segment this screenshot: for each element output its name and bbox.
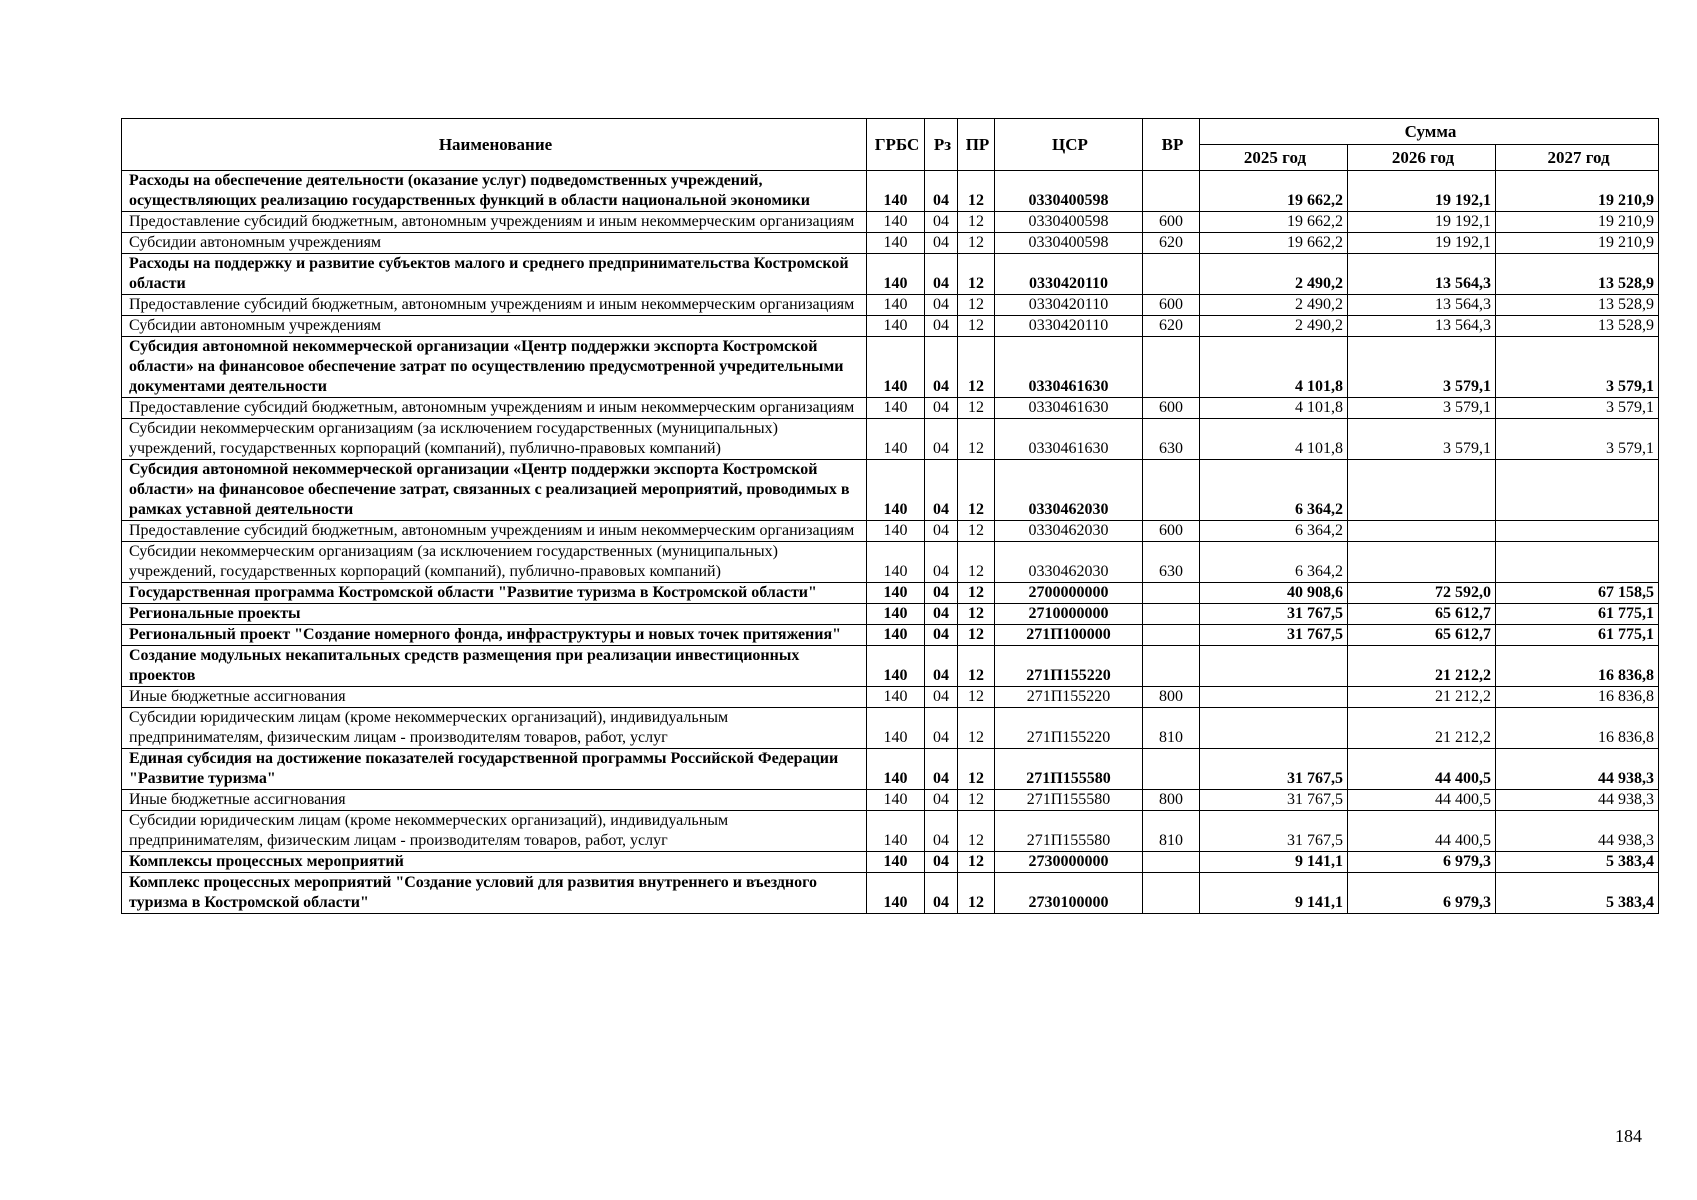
cell-rz: 04 (925, 873, 958, 914)
cell-sum-2027: 16 836,8 (1496, 687, 1659, 708)
cell-grbs: 140 (867, 295, 925, 316)
cell-csr: 0330461630 (995, 419, 1143, 460)
cell-rz: 04 (925, 852, 958, 873)
cell-vr (1143, 625, 1200, 646)
cell-pr: 12 (958, 625, 995, 646)
cell-csr: 0330400598 (995, 212, 1143, 233)
cell-grbs: 140 (867, 542, 925, 583)
header-grbs: ГРБС (867, 119, 925, 171)
cell-pr: 12 (958, 398, 995, 419)
cell-name: Предоставление субсидий бюджетным, автономным учреждениям и иным некоммерческим организациям (122, 295, 867, 316)
cell-sum-2025: 2 490,2 (1200, 254, 1348, 295)
cell-rz: 04 (925, 398, 958, 419)
cell-grbs: 140 (867, 398, 925, 419)
cell-name: Создание модульных некапитальных средств размещения при реализации инвестиционных проектов (122, 646, 867, 687)
cell-vr: 810 (1143, 708, 1200, 749)
cell-grbs: 140 (867, 873, 925, 914)
budget-table (121, 118, 1659, 914)
cell-grbs: 140 (867, 521, 925, 542)
cell-vr: 810 (1143, 811, 1200, 852)
cell-sum-2025 (1200, 646, 1348, 687)
cell-vr (1143, 460, 1200, 521)
cell-sum-2026: 3 579,1 (1348, 337, 1496, 398)
cell-grbs: 140 (867, 171, 925, 212)
table-row (122, 316, 1659, 337)
cell-sum-2027: 5 383,4 (1496, 852, 1659, 873)
cell-csr: 271П100000 (995, 625, 1143, 646)
cell-name: Предоставление субсидий бюджетным, автономным учреждениям и иным некоммерческим организациям (122, 212, 867, 233)
table-row (122, 398, 1659, 419)
table-row (122, 708, 1659, 749)
cell-sum-2025: 4 101,8 (1200, 398, 1348, 419)
cell-sum-2027: 44 938,3 (1496, 749, 1659, 790)
cell-grbs: 140 (867, 790, 925, 811)
cell-sum-2026: 19 192,1 (1348, 212, 1496, 233)
cell-rz: 04 (925, 254, 958, 295)
cell-vr (1143, 852, 1200, 873)
cell-csr: 0330400598 (995, 171, 1143, 212)
cell-rz: 04 (925, 337, 958, 398)
cell-rz: 04 (925, 604, 958, 625)
cell-grbs: 140 (867, 708, 925, 749)
cell-rz: 04 (925, 316, 958, 337)
cell-sum-2025: 2 490,2 (1200, 295, 1348, 316)
cell-sum-2025: 6 364,2 (1200, 542, 1348, 583)
page-number: 184 (1615, 1126, 1642, 1146)
cell-pr: 12 (958, 233, 995, 254)
cell-sum-2027 (1496, 542, 1659, 583)
cell-vr: 800 (1143, 687, 1200, 708)
cell-sum-2027: 13 528,9 (1496, 254, 1659, 295)
cell-sum-2026: 65 612,7 (1348, 604, 1496, 625)
cell-csr: 271П155580 (995, 811, 1143, 852)
cell-pr: 12 (958, 254, 995, 295)
cell-grbs: 140 (867, 460, 925, 521)
cell-sum-2025: 40 908,6 (1200, 583, 1348, 604)
table-row (122, 460, 1659, 521)
cell-sum-2025: 31 767,5 (1200, 604, 1348, 625)
cell-sum-2026: 13 564,3 (1348, 316, 1496, 337)
cell-vr: 620 (1143, 316, 1200, 337)
cell-pr: 12 (958, 790, 995, 811)
cell-csr: 271П155580 (995, 790, 1143, 811)
cell-grbs: 140 (867, 646, 925, 687)
cell-sum-2026: 21 212,2 (1348, 708, 1496, 749)
cell-csr: 2730100000 (995, 873, 1143, 914)
cell-grbs: 140 (867, 233, 925, 254)
header-year-2027: 2027 год (1496, 145, 1659, 171)
cell-grbs: 140 (867, 749, 925, 790)
cell-pr: 12 (958, 212, 995, 233)
cell-csr: 0330462030 (995, 460, 1143, 521)
header-year-2026: 2026 год (1348, 145, 1496, 171)
cell-name: Предоставление субсидий бюджетным, автономным учреждениям и иным некоммерческим организациям (122, 521, 867, 542)
cell-rz: 04 (925, 687, 958, 708)
cell-name: Предоставление субсидий бюджетным, автономным учреждениям и иным некоммерческим организациям (122, 398, 867, 419)
cell-sum-2027: 19 210,9 (1496, 171, 1659, 212)
table-row (122, 646, 1659, 687)
cell-pr: 12 (958, 852, 995, 873)
cell-vr: 600 (1143, 212, 1200, 233)
cell-sum-2027: 13 528,9 (1496, 295, 1659, 316)
cell-sum-2025: 19 662,2 (1200, 212, 1348, 233)
cell-rz: 04 (925, 749, 958, 790)
table-row (122, 873, 1659, 914)
table-row (122, 337, 1659, 398)
cell-sum-2026: 21 212,2 (1348, 687, 1496, 708)
cell-sum-2026: 13 564,3 (1348, 295, 1496, 316)
cell-rz: 04 (925, 811, 958, 852)
cell-name: Иные бюджетные ассигнования (122, 790, 867, 811)
cell-sum-2025: 31 767,5 (1200, 811, 1348, 852)
cell-name: Субсидии юридическим лицам (кроме некоммерческих организаций), индивидуальным предпринимателям, физическим лицам - производителям товаров, работ, услуг (122, 811, 867, 852)
cell-vr (1143, 604, 1200, 625)
cell-csr: 0330420110 (995, 316, 1143, 337)
cell-vr: 630 (1143, 419, 1200, 460)
cell-csr: 0330461630 (995, 337, 1143, 398)
cell-pr: 12 (958, 419, 995, 460)
table-row (122, 212, 1659, 233)
cell-sum-2027: 61 775,1 (1496, 625, 1659, 646)
cell-sum-2025: 4 101,8 (1200, 419, 1348, 460)
cell-sum-2027: 3 579,1 (1496, 419, 1659, 460)
cell-name: Расходы на обеспечение деятельности (оказание услуг) подведомственных учреждений, осуществляющих реализацию государственных функций в области национальной экономики (122, 171, 867, 212)
cell-sum-2026: 65 612,7 (1348, 625, 1496, 646)
cell-sum-2027: 44 938,3 (1496, 790, 1659, 811)
header-csr: ЦСР (995, 119, 1143, 171)
cell-vr: 600 (1143, 521, 1200, 542)
cell-vr: 600 (1143, 398, 1200, 419)
cell-rz: 04 (925, 790, 958, 811)
cell-sum-2027: 61 775,1 (1496, 604, 1659, 625)
cell-sum-2025: 19 662,2 (1200, 233, 1348, 254)
cell-grbs: 140 (867, 852, 925, 873)
cell-csr: 2710000000 (995, 604, 1143, 625)
cell-sum-2027: 5 383,4 (1496, 873, 1659, 914)
cell-sum-2025: 31 767,5 (1200, 790, 1348, 811)
table-row (122, 233, 1659, 254)
cell-vr: 600 (1143, 295, 1200, 316)
cell-name: Расходы на поддержку и развитие субъектов малого и среднего предпринимательства Костромской области (122, 254, 867, 295)
cell-csr: 2700000000 (995, 583, 1143, 604)
cell-sum-2027: 16 836,8 (1496, 646, 1659, 687)
cell-pr: 12 (958, 316, 995, 337)
cell-grbs: 140 (867, 687, 925, 708)
table-row (122, 687, 1659, 708)
cell-rz: 04 (925, 521, 958, 542)
cell-rz: 04 (925, 646, 958, 687)
cell-sum-2026: 6 979,3 (1348, 852, 1496, 873)
cell-vr (1143, 337, 1200, 398)
cell-sum-2026: 21 212,2 (1348, 646, 1496, 687)
cell-csr: 0330420110 (995, 254, 1143, 295)
cell-grbs: 140 (867, 212, 925, 233)
cell-name: Иные бюджетные ассигнования (122, 687, 867, 708)
cell-csr: 271П155220 (995, 687, 1143, 708)
cell-name: Комплекс процессных мероприятий "Создание условий для развития внутреннего и въездного туризма в Костромской области" (122, 873, 867, 914)
cell-pr: 12 (958, 583, 995, 604)
header-name: Наименование (122, 119, 867, 171)
cell-csr: 2730000000 (995, 852, 1143, 873)
cell-vr: 800 (1143, 790, 1200, 811)
cell-vr (1143, 583, 1200, 604)
cell-sum-2027: 19 210,9 (1496, 233, 1659, 254)
cell-pr: 12 (958, 460, 995, 521)
cell-rz: 04 (925, 212, 958, 233)
cell-sum-2026: 72 592,0 (1348, 583, 1496, 604)
cell-pr: 12 (958, 171, 995, 212)
cell-vr (1143, 254, 1200, 295)
cell-pr: 12 (958, 337, 995, 398)
cell-sum-2026: 44 400,5 (1348, 790, 1496, 811)
cell-grbs: 140 (867, 419, 925, 460)
cell-grbs: 140 (867, 604, 925, 625)
cell-rz: 04 (925, 542, 958, 583)
cell-name: Государственная программа Костромской области "Развитие туризма в Костромской области" (122, 583, 867, 604)
cell-sum-2027: 16 836,8 (1496, 708, 1659, 749)
cell-name: Субсидия автономной некоммерческой организации «Центр поддержки экспорта Костромской области» на финансовое обеспечение затрат, связанных с реализацией мероприятий, проводимых в рамках уставной деятельности (122, 460, 867, 521)
table-row (122, 521, 1659, 542)
cell-csr: 0330462030 (995, 521, 1143, 542)
cell-sum-2025: 31 767,5 (1200, 749, 1348, 790)
cell-sum-2025 (1200, 708, 1348, 749)
cell-pr: 12 (958, 811, 995, 852)
table-row (122, 749, 1659, 790)
cell-sum-2025: 6 364,2 (1200, 521, 1348, 542)
table-row (122, 419, 1659, 460)
table-body (122, 171, 1659, 914)
cell-vr: 620 (1143, 233, 1200, 254)
cell-rz: 04 (925, 708, 958, 749)
cell-sum-2026: 3 579,1 (1348, 419, 1496, 460)
table-row (122, 811, 1659, 852)
cell-sum-2027 (1496, 460, 1659, 521)
header-sum: Сумма (1200, 119, 1659, 145)
cell-name: Субсидии юридическим лицам (кроме некоммерческих организаций), индивидуальным предпринимателям, физическим лицам - производителям товаров, работ, услуг (122, 708, 867, 749)
cell-sum-2026: 19 192,1 (1348, 171, 1496, 212)
cell-name: Субсидии автономным учреждениям (122, 233, 867, 254)
cell-pr: 12 (958, 687, 995, 708)
cell-csr: 0330420110 (995, 295, 1143, 316)
cell-rz: 04 (925, 419, 958, 460)
budget-table-wrapper (121, 118, 1658, 914)
cell-name: Субсидии автономным учреждениям (122, 316, 867, 337)
cell-grbs: 140 (867, 254, 925, 295)
cell-name: Субсидия автономной некоммерческой организации «Центр поддержки экспорта Костромской области» на финансовое обеспечение затрат по осуществлению предусмотренной учредительными документами деятельности (122, 337, 867, 398)
cell-rz: 04 (925, 583, 958, 604)
cell-name: Комплексы процессных мероприятий (122, 852, 867, 873)
cell-csr: 271П155220 (995, 708, 1143, 749)
cell-name: Региональные проекты (122, 604, 867, 625)
cell-csr: 0330400598 (995, 233, 1143, 254)
cell-sum-2026 (1348, 460, 1496, 521)
table-row (122, 625, 1659, 646)
cell-pr: 12 (958, 542, 995, 583)
cell-pr: 12 (958, 521, 995, 542)
cell-name: Субсидии некоммерческим организациям (за исключением государственных (муниципальных) учреждений, государственных корпораций (компаний), публично-правовых компаний) (122, 419, 867, 460)
cell-rz: 04 (925, 295, 958, 316)
cell-pr: 12 (958, 873, 995, 914)
cell-sum-2027: 3 579,1 (1496, 398, 1659, 419)
cell-pr: 12 (958, 749, 995, 790)
cell-grbs: 140 (867, 625, 925, 646)
cell-name: Региональный проект "Создание номерного фонда, инфраструктуры и новых точек притяжения" (122, 625, 867, 646)
cell-pr: 12 (958, 708, 995, 749)
cell-sum-2025: 2 490,2 (1200, 316, 1348, 337)
table-row (122, 171, 1659, 212)
cell-grbs: 140 (867, 811, 925, 852)
cell-vr: 630 (1143, 542, 1200, 583)
cell-csr: 0330461630 (995, 398, 1143, 419)
cell-vr (1143, 646, 1200, 687)
cell-sum-2026: 3 579,1 (1348, 398, 1496, 419)
table-row (122, 852, 1659, 873)
cell-pr: 12 (958, 604, 995, 625)
cell-sum-2026: 44 400,5 (1348, 811, 1496, 852)
cell-sum-2026: 6 979,3 (1348, 873, 1496, 914)
table-row (122, 790, 1659, 811)
table-header (122, 119, 1659, 171)
cell-sum-2026: 44 400,5 (1348, 749, 1496, 790)
cell-sum-2025: 9 141,1 (1200, 873, 1348, 914)
cell-vr (1143, 873, 1200, 914)
cell-sum-2025: 4 101,8 (1200, 337, 1348, 398)
table-row (122, 295, 1659, 316)
cell-sum-2026: 13 564,3 (1348, 254, 1496, 295)
table-row (122, 254, 1659, 295)
cell-sum-2026 (1348, 521, 1496, 542)
header-pr: ПР (958, 119, 995, 171)
cell-sum-2026: 19 192,1 (1348, 233, 1496, 254)
cell-rz: 04 (925, 460, 958, 521)
cell-rz: 04 (925, 233, 958, 254)
cell-sum-2025: 31 767,5 (1200, 625, 1348, 646)
cell-sum-2027: 13 528,9 (1496, 316, 1659, 337)
table-row (122, 604, 1659, 625)
cell-csr: 271П155580 (995, 749, 1143, 790)
cell-sum-2027: 3 579,1 (1496, 337, 1659, 398)
cell-sum-2027: 44 938,3 (1496, 811, 1659, 852)
cell-name: Единая субсидия на достижение показателей государственной программы Российской Федерации "Развитие туризма" (122, 749, 867, 790)
cell-sum-2027: 67 158,5 (1496, 583, 1659, 604)
cell-sum-2025: 19 662,2 (1200, 171, 1348, 212)
cell-vr (1143, 171, 1200, 212)
cell-csr: 0330462030 (995, 542, 1143, 583)
cell-sum-2027: 19 210,9 (1496, 212, 1659, 233)
cell-pr: 12 (958, 295, 995, 316)
cell-rz: 04 (925, 625, 958, 646)
cell-sum-2025: 6 364,2 (1200, 460, 1348, 521)
cell-grbs: 140 (867, 316, 925, 337)
cell-grbs: 140 (867, 583, 925, 604)
cell-sum-2025 (1200, 687, 1348, 708)
cell-sum-2025: 9 141,1 (1200, 852, 1348, 873)
table-row (122, 542, 1659, 583)
cell-name: Субсидии некоммерческим организациям (за исключением государственных (муниципальных) учреждений, государственных корпораций (компаний), публично-правовых компаний) (122, 542, 867, 583)
cell-vr (1143, 749, 1200, 790)
header-vr: ВР (1143, 119, 1200, 171)
cell-csr: 271П155220 (995, 646, 1143, 687)
cell-grbs: 140 (867, 337, 925, 398)
cell-sum-2026 (1348, 542, 1496, 583)
cell-sum-2027 (1496, 521, 1659, 542)
table-row (122, 583, 1659, 604)
header-rz: Рз (925, 119, 958, 171)
header-year-2025: 2025 год (1200, 145, 1348, 171)
cell-pr: 12 (958, 646, 995, 687)
cell-rz: 04 (925, 171, 958, 212)
